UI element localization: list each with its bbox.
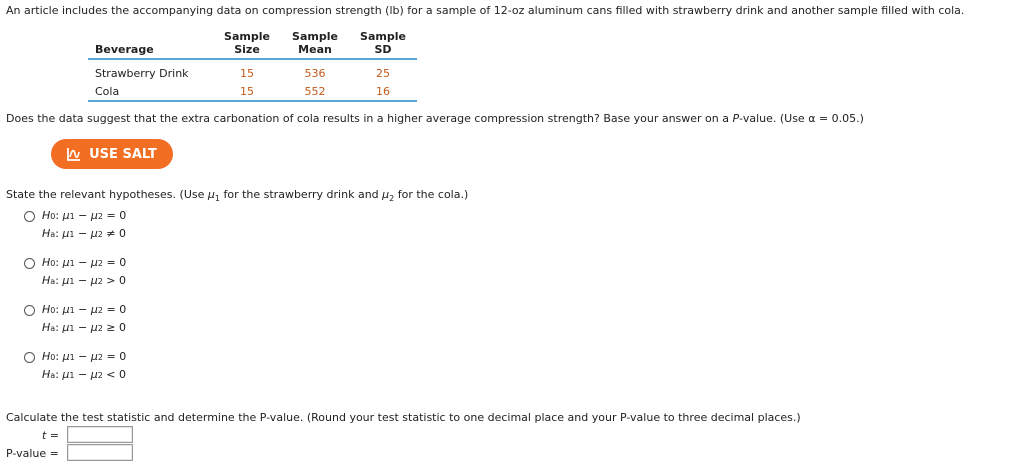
use-salt-button[interactable]	[51, 139, 173, 169]
hypotheses-prompt: State the relevant hypotheses. (Use $\mu_1$ for the strawberry drink and $\mu_2$ for the cola.)	[6, 188, 469, 203]
radio-button[interactable]	[24, 211, 35, 222]
cell-mean: 536	[304, 66, 326, 80]
alt-hypothesis: Ha: μ1 − μ2 ≥ 0	[42, 321, 127, 334]
null-hypothesis: H0: μ1 − μ2 = 0	[42, 256, 127, 269]
cell-beverage: Cola	[88, 82, 213, 101]
cell-size: 15	[240, 66, 254, 80]
question-text: Does the data suggest that the extra carbonation of cola results in a higher average compression strength? Base your answer on a P-value. (Use α = 0.05.)	[6, 112, 864, 125]
null-hypothesis: H0: μ1 − μ2 = 0	[42, 209, 127, 222]
radio-button[interactable]	[24, 352, 35, 363]
col-beverage: Beverage	[88, 30, 213, 59]
cell-sd: 16	[349, 82, 417, 101]
table-row	[88, 59, 417, 82]
hypothesis-option-2[interactable]	[24, 256, 224, 288]
use-salt-label: USE SALT	[89, 146, 157, 162]
alt-hypothesis: Ha: μ1 − μ2 > 0	[42, 274, 127, 287]
cell-sd: 25	[376, 66, 390, 80]
col-sample-size: Sample Size	[213, 30, 281, 59]
salt-chart-icon	[67, 147, 81, 161]
t-statistic-input[interactable]	[67, 426, 133, 443]
alt-hypothesis: Ha: μ1 − μ2 < 0	[42, 368, 127, 381]
col-sample-mean: Sample Mean	[281, 30, 349, 59]
radio-button[interactable]	[24, 305, 35, 316]
cell-size: 15	[213, 82, 281, 101]
cell-beverage: Strawberry Drink	[95, 66, 189, 80]
data-table	[88, 30, 417, 102]
col-sample-sd: Sample SD	[349, 30, 417, 59]
null-hypothesis: H0: μ1 − μ2 = 0	[42, 303, 127, 316]
p-value-label: P-value =	[6, 447, 59, 460]
hypothesis-option-3[interactable]	[24, 303, 224, 335]
table-header-row	[88, 30, 417, 59]
null-hypothesis: H0: μ1 − μ2 = 0	[42, 350, 127, 363]
p-value-input[interactable]	[67, 444, 133, 461]
problem-intro: An article includes the accompanying data on compression strength (lb) for a sample of 12-oz aluminum cans filled with strawberry drink and another sample filled with cola.	[6, 4, 965, 17]
calc-instructions: Calculate the test statistic and determine the P-value. (Round your test statistic to one decimal place and your P-value to three decimal places.)	[6, 411, 801, 424]
radio-button[interactable]	[24, 258, 35, 269]
t-label: t =	[42, 429, 60, 442]
hypothesis-option-1[interactable]	[24, 209, 224, 241]
alt-hypothesis: Ha: μ1 − μ2 ≠ 0	[42, 227, 127, 240]
table-row	[88, 82, 417, 101]
hypothesis-option-4[interactable]	[24, 350, 224, 382]
cell-mean: 552	[281, 82, 349, 101]
